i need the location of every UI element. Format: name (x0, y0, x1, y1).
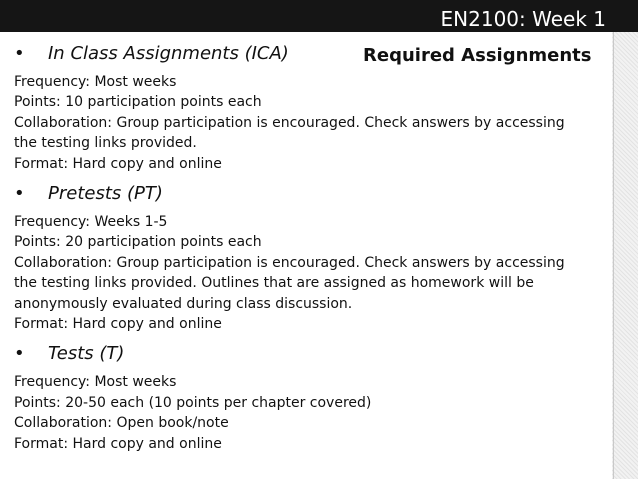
assignment-pretests (14, 180, 606, 334)
rail-divider (613, 32, 614, 479)
points-line: Points: 10 participation points each (14, 94, 262, 111)
points-line: Points: 20-50 each (10 points per chapter covered) (14, 394, 372, 411)
collaboration-line: Collaboration: Group participation is encouraged. Check answers by accessing (14, 114, 565, 131)
assignment-name: Tests (T) (48, 343, 125, 365)
bullet-icon: • (14, 183, 25, 205)
assignment-name: Pretests (PT) (48, 183, 163, 205)
format-line: Format: Hard copy and online (14, 435, 222, 452)
format-line: Format: Hard copy and online (14, 316, 222, 333)
assignment-heading (14, 180, 606, 212)
bullet-icon: • (14, 43, 25, 64)
assignment-name: In Class Assignments (ICA) (48, 43, 289, 64)
frequency-line: Frequency: Most weeks (14, 74, 177, 90)
assignment-list (14, 40, 606, 454)
course-week-label: EN2100: Week 1 (440, 7, 606, 31)
decorative-side-rail (612, 32, 638, 479)
collaboration-line-cont: anonymously evaluated during class discussion. (14, 295, 353, 312)
frequency-line: Frequency: Weeks 1-5 (14, 214, 168, 231)
collaboration-line: Collaboration: Open book/note (14, 415, 229, 432)
assignment-heading (14, 340, 606, 372)
collaboration-line: Collaboration: Group participation is encouraged. Check answers by accessing (14, 254, 565, 271)
bullet-icon: • (14, 343, 25, 365)
header-bar (0, 0, 638, 32)
assignment-tests (14, 340, 606, 454)
slide-title: Required Assignments (363, 45, 592, 66)
format-line: Format: Hard copy and online (14, 155, 222, 172)
collaboration-line-cont: the testing links provided. (14, 135, 197, 152)
frequency-line: Frequency: Most weeks (14, 374, 177, 391)
points-line: Points: 20 participation points each (14, 234, 262, 251)
assignment-ica (14, 40, 606, 174)
collaboration-line-cont: the testing links provided. Outlines that are assigned as homework will be (14, 275, 534, 292)
assignment-heading (14, 40, 606, 72)
